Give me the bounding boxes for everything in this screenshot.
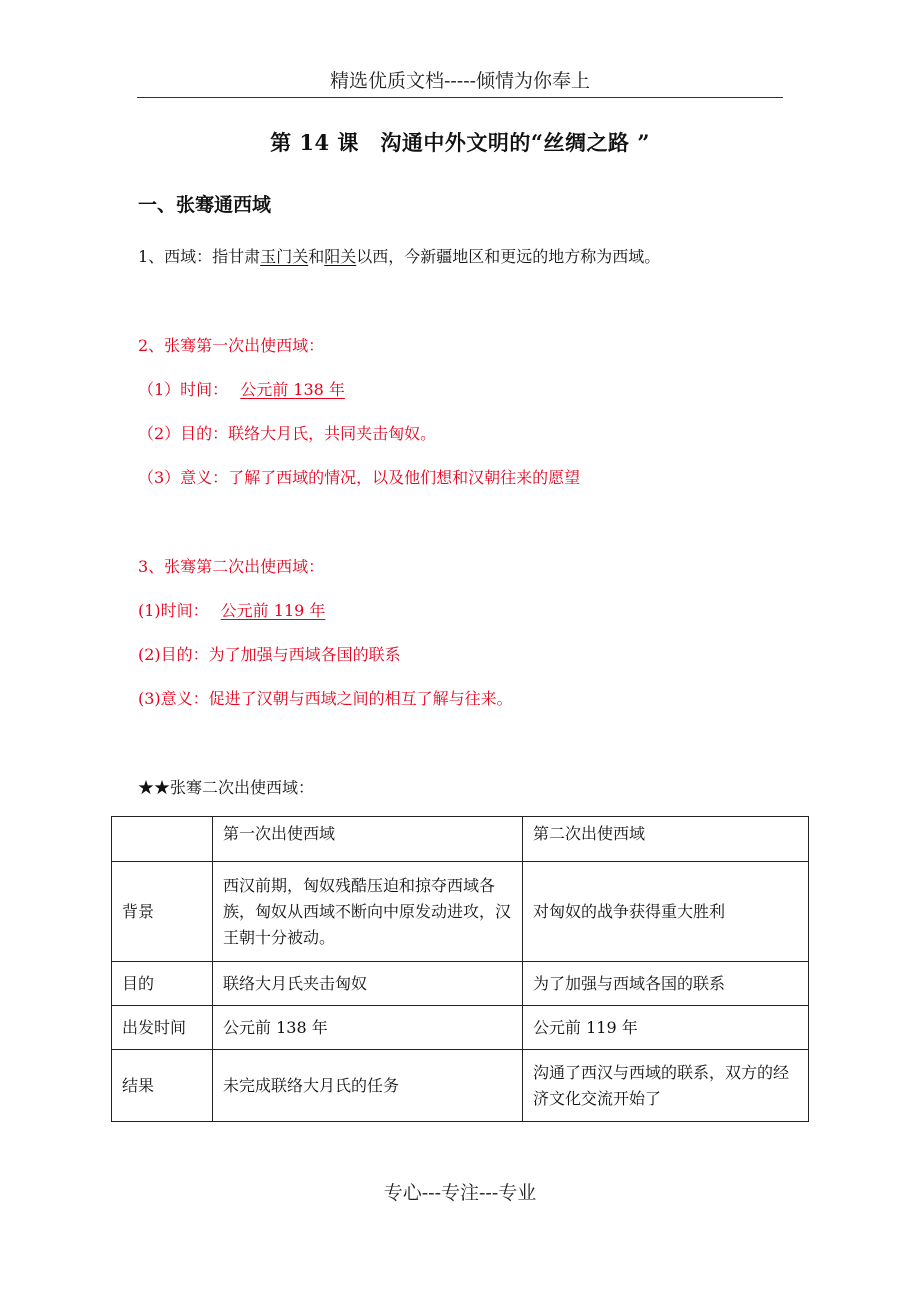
item-1-definition <box>138 244 660 267</box>
row-label: 背景 <box>112 862 213 962</box>
item-2-time <box>138 377 345 400</box>
item-2-time-label: （1）时间： <box>138 380 229 399</box>
place-yangguan: 阳关 <box>324 247 357 266</box>
comparison-table <box>111 816 809 1122</box>
place-yumenguan: 玉门关 <box>260 247 309 266</box>
first-mission-cell: 未完成联络大月氏的任务 <box>213 1050 523 1122</box>
item-2-purpose: （2）目的：联络大月氏，共同夹击匈奴。 <box>138 424 437 443</box>
page-footer: 专心---专注---专业 <box>383 1182 537 1204</box>
item-3-meaning: (3)意义：促进了汉朝与西域之间的相互了解与往来。 <box>138 689 513 708</box>
table-row <box>112 962 809 1006</box>
row-label: 出发时间 <box>112 1006 213 1050</box>
table-row <box>112 862 809 962</box>
table-header-cell: 第二次出使西域 <box>523 817 809 862</box>
second-mission-cell: 为了加强与西域各国的联系 <box>523 962 809 1006</box>
row-label: 目的 <box>112 962 213 1006</box>
item-2-heading: 2、张骞第一次出使西域： <box>138 336 325 355</box>
page-header: 精选优质文档-----倾情为你奉上 <box>329 70 591 92</box>
first-mission-cell: 联络大月氏夹击匈奴 <box>213 962 523 1006</box>
second-mission-cell: 对匈奴的战争获得重大胜利 <box>523 862 809 962</box>
item-3-time <box>138 598 325 621</box>
header-divider <box>137 97 783 98</box>
item-1-prefix: 1、西域：指甘肃 <box>138 247 261 266</box>
item-3-purpose: (2)目的：为了加强与西域各国的联系 <box>138 645 401 664</box>
first-mission-cell: 公元前 138 年 <box>213 1006 523 1050</box>
item-2-time-value: 公元前 138 年 <box>240 380 345 399</box>
item-1-suffix: 以西，今新疆地区和更远的地方称为西域。 <box>356 247 661 266</box>
item-3-time-label: (1)时间： <box>138 601 209 620</box>
table-row <box>112 1006 809 1050</box>
table-header-cell <box>112 817 213 862</box>
row-label: 结果 <box>112 1050 213 1122</box>
lesson-title: 第 14 课 沟通中外文明的“丝绸之路 ” <box>270 130 650 155</box>
item-2-meaning: （3）意义：了解了西域的情况，以及他们想和汉朝往来的愿望 <box>138 468 581 487</box>
first-mission-cell: 西汉前期，匈奴残酷压迫和掠夺西域各族，匈奴从西域不断向中原发动进攻，汉王朝十分被动。 <box>213 862 523 962</box>
second-mission-cell: 沟通了西汉与西域的联系，双方的经济文化交流开始了 <box>523 1050 809 1122</box>
table-caption: ★★张骞二次出使西域： <box>138 778 315 797</box>
item-3-time-value: 公元前 119 年 <box>220 601 326 620</box>
second-mission-cell: 公元前 119 年 <box>523 1006 809 1050</box>
item-3-heading: 3、张骞第二次出使西域： <box>138 557 325 576</box>
table-header-cell: 第一次出使西域 <box>213 817 523 862</box>
section-heading: 一、张骞通西域 <box>138 194 272 216</box>
table-row <box>112 1050 809 1122</box>
table-header-row <box>112 817 809 862</box>
item-1-mid: 和 <box>308 247 325 266</box>
